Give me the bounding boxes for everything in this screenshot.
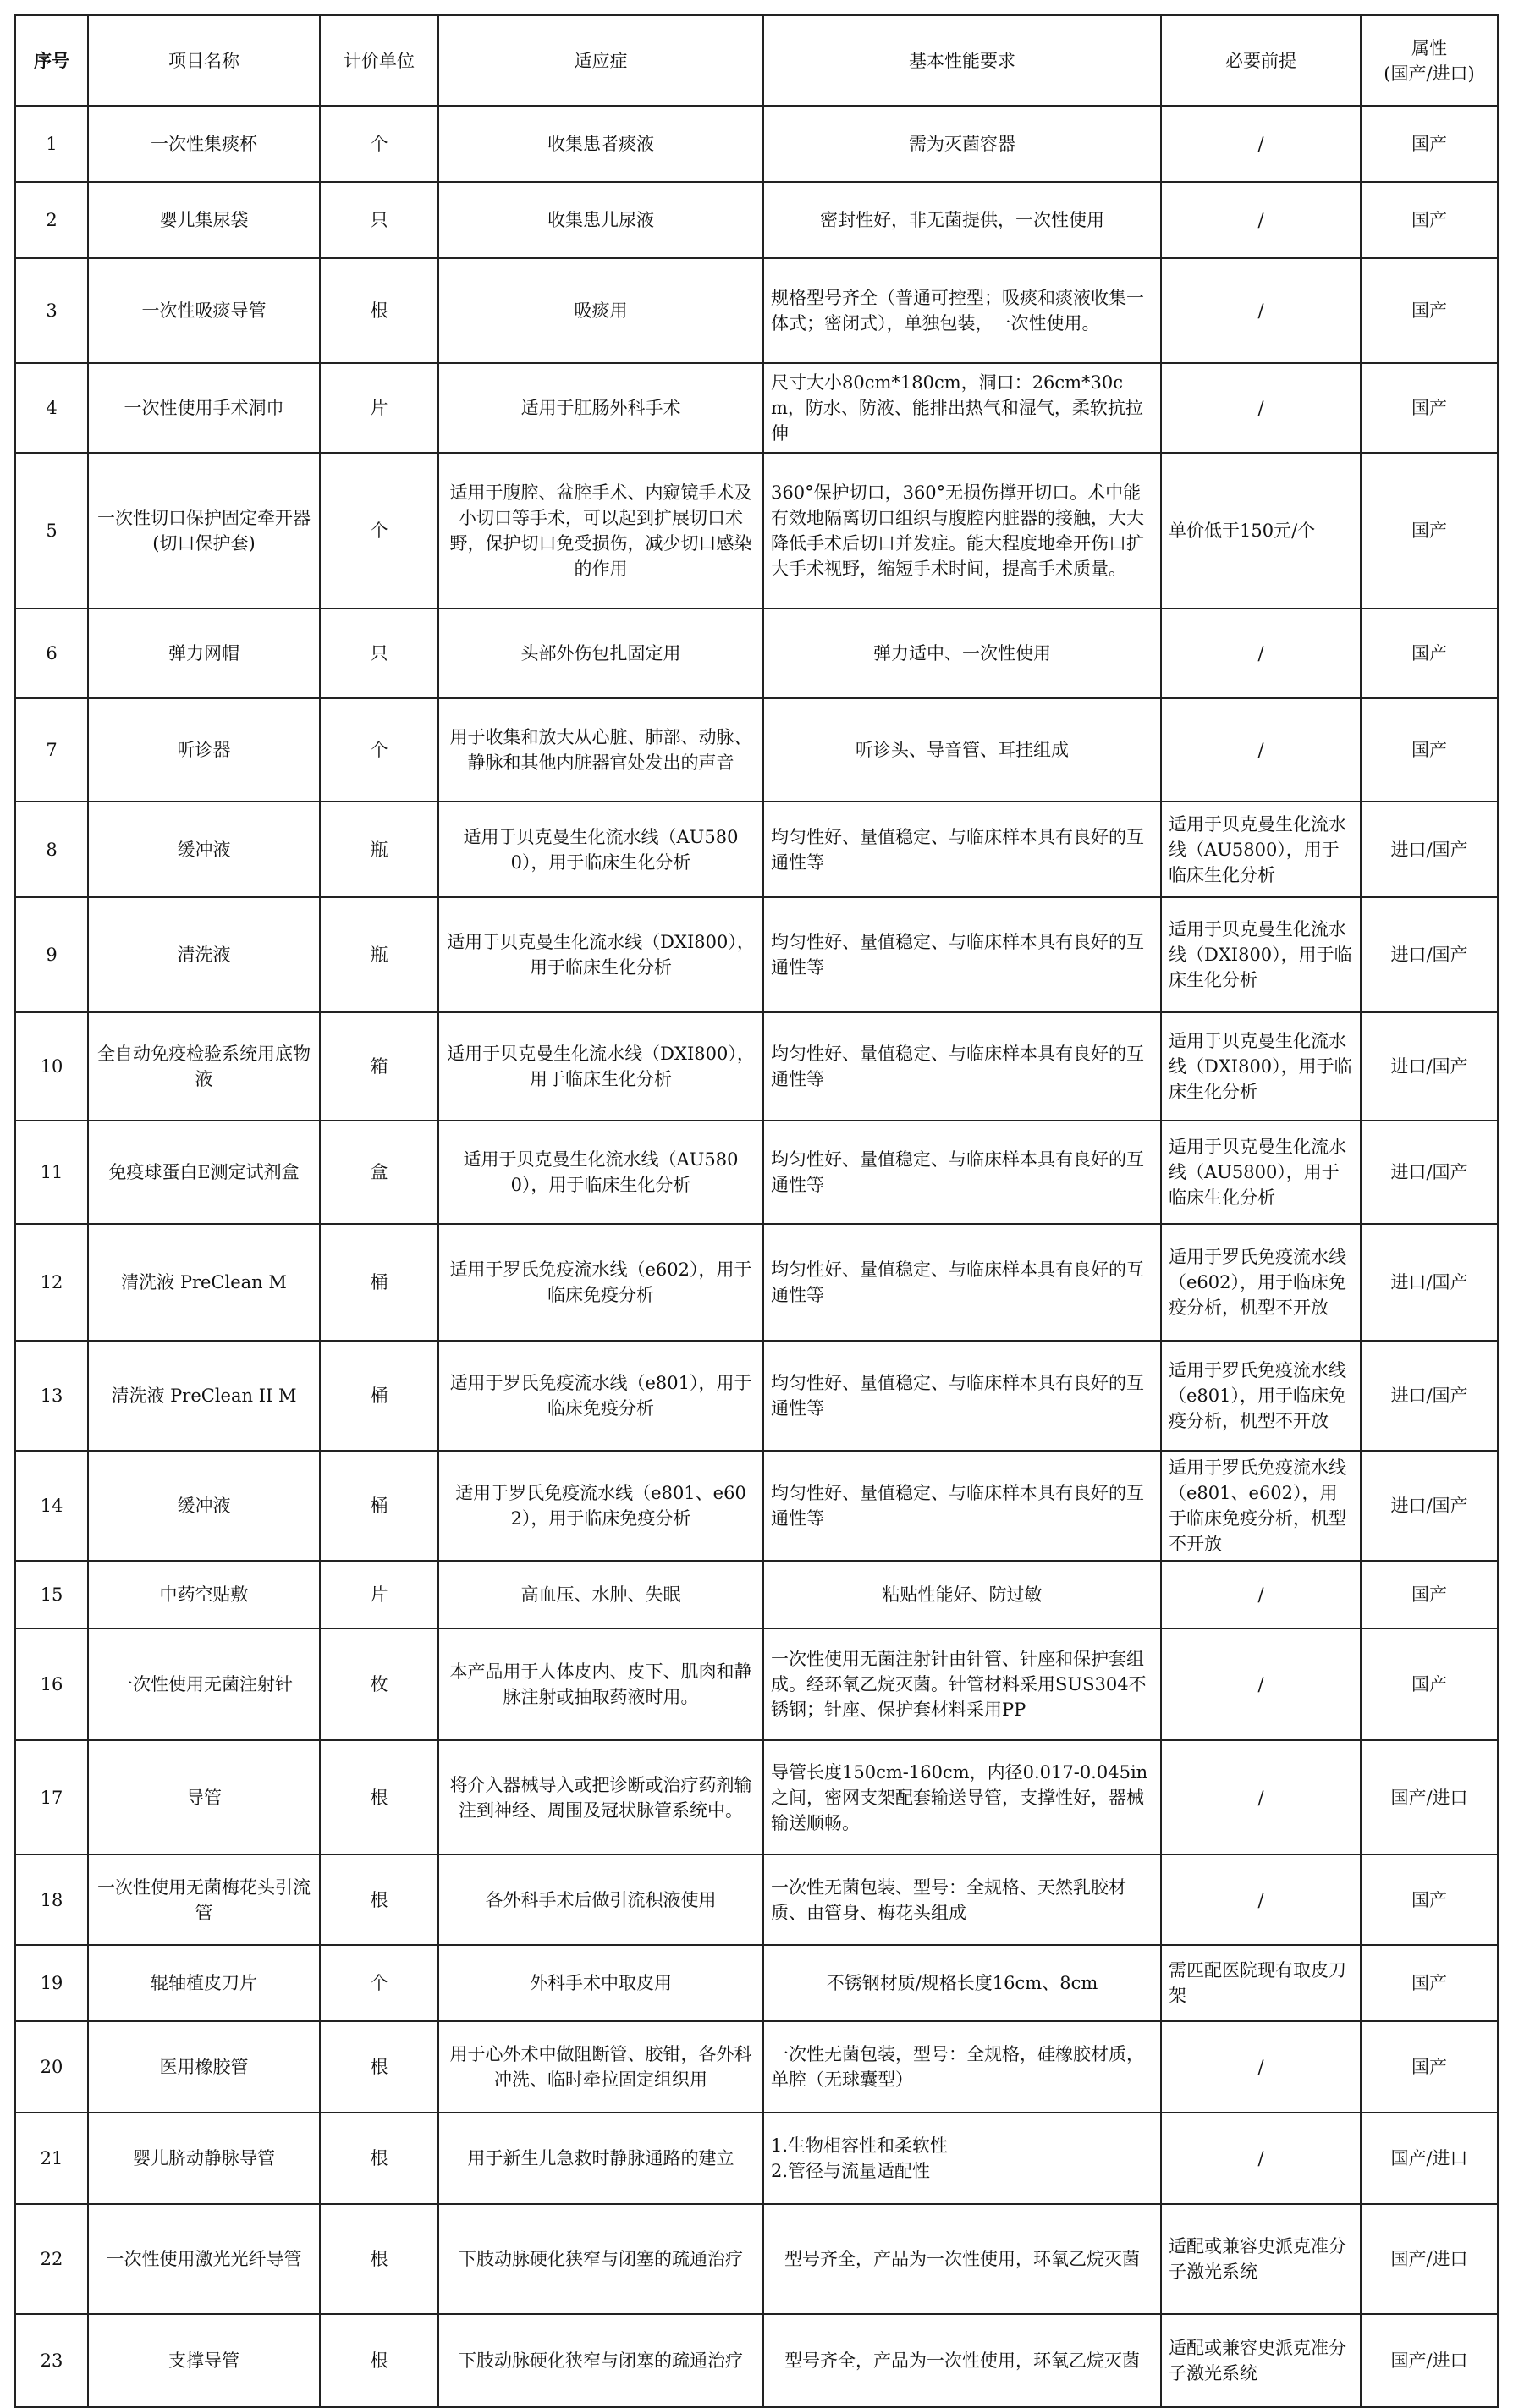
cell-indication: 适用于腹腔、盆腔手术、内窥镜手术及小切口等手术，可以起到扩展切口术野，保护切口免受损伤，减少切口感染的作用 [438,453,763,609]
cell-attribute: 国产 [1361,698,1498,802]
cell-attribute: 进口/国产 [1361,897,1498,1012]
cell-unit: 桶 [320,1451,438,1561]
cell-prerequisite: 适用于贝克曼生化流水线（DXI800），用于临床生化分析 [1161,1012,1361,1121]
cell-no: 9 [15,897,88,1012]
cell-prerequisite: / [1161,1561,1361,1628]
cell-attribute: 国产 [1361,106,1498,182]
cell-name: 一次性切口保护固定牵开器 (切口保护套) [88,453,320,609]
cell-name: 婴儿集尿袋 [88,182,320,258]
cell-no: 11 [15,1121,88,1224]
cell-name: 一次性使用无菌注射针 [88,1628,320,1740]
cell-no: 16 [15,1628,88,1740]
cell-performance: 规格型号齐全（普通可控型；吸痰和痰液收集一体式；密闭式），单独包装，一次性使用。 [763,258,1161,363]
cell-performance: 均匀性好、量值稳定、与临床样本具有良好的互通性等 [763,1341,1161,1451]
table-row [15,609,1498,698]
cell-indication: 适用于贝克曼生化流水线（DXI800），用于临床生化分析 [438,1012,763,1121]
cell-prerequisite: / [1161,1740,1361,1854]
table-header [15,15,1498,106]
header-indication: 适应症 [438,15,763,106]
cell-indication: 适用于贝克曼生化流水线（DXI800），用于临床生化分析 [438,897,763,1012]
cell-performance: 型号齐全，产品为一次性使用，环氧乙烷灭菌 [763,2314,1161,2407]
cell-indication: 下肢动脉硬化狭窄与闭塞的疏通治疗 [438,2204,763,2314]
cell-unit: 根 [320,1740,438,1854]
cell-performance: 一次性无菌包装，型号：全规格，硅橡胶材质，单腔（无球囊型） [763,2021,1161,2113]
cell-unit: 枚 [320,1628,438,1740]
cell-no: 19 [15,1945,88,2021]
cell-attribute: 国产 [1361,258,1498,363]
cell-name: 弹力网帽 [88,609,320,698]
cell-indication: 吸痰用 [438,258,763,363]
cell-attribute: 国产/进口 [1361,2113,1498,2204]
cell-name: 辊轴植皮刀片 [88,1945,320,2021]
table-row [15,2113,1498,2204]
cell-indication: 外科手术中取皮用 [438,1945,763,2021]
cell-performance: 均匀性好、量值稳定、与临床样本具有良好的互通性等 [763,1121,1161,1224]
cell-no: 20 [15,2021,88,2113]
cell-no: 23 [15,2314,88,2407]
cell-indication: 用于心外术中做阻断管、胶钳，各外科冲洗、临时牵拉固定组织用 [438,2021,763,2113]
table-row [15,258,1498,363]
cell-no: 15 [15,1561,88,1628]
cell-attribute: 进口/国产 [1361,1121,1498,1224]
cell-name: 免疫球蛋白E测定试剂盒 [88,1121,320,1224]
cell-unit: 根 [320,1854,438,1945]
cell-attribute: 国产 [1361,1854,1498,1945]
cell-no: 5 [15,453,88,609]
cell-name: 医用橡胶管 [88,2021,320,2113]
cell-indication: 适用于罗氏免疫流水线（e801、e602），用于临床免疫分析 [438,1451,763,1561]
cell-name: 一次性吸痰导管 [88,258,320,363]
cell-unit: 个 [320,453,438,609]
cell-name: 缓冲液 [88,1451,320,1561]
table-row [15,1012,1498,1121]
cell-unit: 个 [320,1945,438,2021]
cell-indication: 头部外伤包扎固定用 [438,609,763,698]
cell-unit: 桶 [320,1224,438,1341]
cell-unit: 只 [320,182,438,258]
cell-attribute: 国产/进口 [1361,2204,1498,2314]
cell-performance: 密封性好，非无菌提供，一次性使用 [763,182,1161,258]
cell-name: 中药空贴敷 [88,1561,320,1628]
cell-prerequisite: 适配或兼容史派克准分子激光系统 [1161,2204,1361,2314]
cell-no: 7 [15,698,88,802]
cell-no: 6 [15,609,88,698]
cell-attribute: 国产 [1361,1561,1498,1628]
cell-prerequisite: / [1161,182,1361,258]
cell-no: 21 [15,2113,88,2204]
cell-performance: 均匀性好、量值稳定、与临床样本具有良好的互通性等 [763,1012,1161,1121]
cell-no: 13 [15,1341,88,1451]
cell-indication: 收集患儿尿液 [438,182,763,258]
cell-name: 支撑导管 [88,2314,320,2407]
table-row [15,1740,1498,1854]
table-row [15,2204,1498,2314]
cell-unit: 个 [320,698,438,802]
cell-attribute: 国产 [1361,1628,1498,1740]
cell-performance: 尺寸大小80cm*180cm，洞口：26cm*30cm，防水、防液、能排出热气和湿气，柔软抗拉伸 [763,363,1161,453]
header-unit: 计价单位 [320,15,438,106]
cell-no: 8 [15,802,88,897]
cell-attribute: 进口/国产 [1361,1224,1498,1341]
cell-performance: 听诊头、导音管、耳挂组成 [763,698,1161,802]
table-row [15,363,1498,453]
cell-name: 导管 [88,1740,320,1854]
cell-indication: 适用于罗氏免疫流水线（e602），用于临床免疫分析 [438,1224,763,1341]
cell-indication: 适用于罗氏免疫流水线（e801），用于临床免疫分析 [438,1341,763,1451]
cell-unit: 根 [320,2204,438,2314]
cell-performance: 型号齐全，产品为一次性使用，环氧乙烷灭菌 [763,2204,1161,2314]
cell-performance: 不锈钢材质/规格长度16cm、8cm [763,1945,1161,2021]
cell-indication: 收集患者痰液 [438,106,763,182]
header-name: 项目名称 [88,15,320,106]
cell-prerequisite: / [1161,609,1361,698]
table-row [15,1121,1498,1224]
cell-prerequisite: 适用于贝克曼生化流水线（AU5800），用于临床生化分析 [1161,802,1361,897]
cell-prerequisite: 适用于贝克曼生化流水线（AU5800），用于临床生化分析 [1161,1121,1361,1224]
cell-indication: 本产品用于人体皮内、皮下、肌肉和静脉注射或抽取药液时用。 [438,1628,763,1740]
cell-name: 听诊器 [88,698,320,802]
table-row [15,1628,1498,1740]
cell-performance: 360°保护切口，360°无损伤撑开切口。术中能有效地隔离切口组织与腹腔内脏器的接触，大大降低手术后切口并发症。能大程度地牵开伤口扩大手术视野，缩短手术时间，提高手术质量。 [763,453,1161,609]
cell-no: 12 [15,1224,88,1341]
cell-indication: 用于新生儿急救时静脉通路的建立 [438,2113,763,2204]
cell-unit: 根 [320,2113,438,2204]
header-prerequisite: 必要前提 [1161,15,1361,106]
table-row [15,1341,1498,1451]
table-row [15,1561,1498,1628]
cell-prerequisite: / [1161,2021,1361,2113]
cell-prerequisite: / [1161,363,1361,453]
cell-no: 3 [15,258,88,363]
cell-prerequisite: 适配或兼容史派克准分子激光系统 [1161,2314,1361,2407]
cell-name: 一次性使用手术洞巾 [88,363,320,453]
cell-prerequisite: / [1161,698,1361,802]
cell-attribute: 国产/进口 [1361,1740,1498,1854]
table-row [15,897,1498,1012]
cell-unit: 瓶 [320,897,438,1012]
cell-no: 4 [15,363,88,453]
cell-attribute: 国产 [1361,2021,1498,2113]
cell-attribute: 进口/国产 [1361,1012,1498,1121]
cell-performance: 导管长度150cm-160cm，内径0.017-0.045in之间，密网支架配套输送导管，支撑性好，器械输送顺畅。 [763,1740,1161,1854]
cell-indication: 下肢动脉硬化狭窄与闭塞的疏通治疗 [438,2314,763,2407]
cell-performance: 粘贴性能好、防过敏 [763,1561,1161,1628]
cell-name: 清洗液 PreClean M [88,1224,320,1341]
cell-prerequisite: 适用于罗氏免疫流水线（e801），用于临床免疫分析，机型不开放 [1161,1341,1361,1451]
procurement-table [14,14,1499,2408]
table-row [15,2021,1498,2113]
cell-attribute: 国产 [1361,1945,1498,2021]
cell-performance: 均匀性好、量值稳定、与临床样本具有良好的互通性等 [763,897,1161,1012]
cell-attribute: 进口/国产 [1361,802,1498,897]
cell-performance: 均匀性好、量值稳定、与临床样本具有良好的互通性等 [763,1224,1161,1341]
cell-attribute: 国产/进口 [1361,2314,1498,2407]
cell-prerequisite: 适用于罗氏免疫流水线（e801、e602），用于临床免疫分析，机型不开放 [1161,1451,1361,1561]
cell-indication: 各外科手术后做引流积液使用 [438,1854,763,1945]
header-row [15,15,1498,106]
cell-prerequisite: / [1161,258,1361,363]
cell-name: 清洗液 [88,897,320,1012]
cell-prerequisite: / [1161,1628,1361,1740]
table-row [15,802,1498,897]
cell-performance: 一次性使用无菌注射针由针管、针座和保护套组成。经环氧乙烷灭菌。针管材料采用SUS304不锈钢；针座、保护套材料采用PP [763,1628,1161,1740]
cell-attribute: 国产 [1361,609,1498,698]
cell-attribute: 国产 [1361,182,1498,258]
cell-name: 一次性集痰杯 [88,106,320,182]
cell-unit: 根 [320,258,438,363]
cell-unit: 片 [320,1561,438,1628]
cell-prerequisite: 单价低于150元/个 [1161,453,1361,609]
cell-indication: 适用于贝克曼生化流水线（AU5800），用于临床生化分析 [438,1121,763,1224]
cell-name: 缓冲液 [88,802,320,897]
cell-no: 2 [15,182,88,258]
cell-attribute: 国产 [1361,453,1498,609]
cell-unit: 瓶 [320,802,438,897]
cell-performance: 需为灭菌容器 [763,106,1161,182]
table-row [15,2314,1498,2407]
table-row [15,182,1498,258]
cell-unit: 根 [320,2314,438,2407]
cell-performance: 均匀性好、量值稳定、与临床样本具有良好的互通性等 [763,802,1161,897]
cell-unit: 根 [320,2021,438,2113]
table-row [15,1945,1498,2021]
cell-no: 18 [15,1854,88,1945]
cell-no: 22 [15,2204,88,2314]
cell-name: 清洗液 PreClean II M [88,1341,320,1451]
cell-indication: 将介入器械导入或把诊断或治疗药剂输注到神经、周围及冠状脉管系统中。 [438,1740,763,1854]
table-row [15,1224,1498,1341]
cell-performance: 弹力适中、一次性使用 [763,609,1161,698]
table-row [15,106,1498,182]
table-row [15,1854,1498,1945]
cell-prerequisite: 适用于罗氏免疫流水线（e602），用于临床免疫分析，机型不开放 [1161,1224,1361,1341]
cell-unit: 片 [320,363,438,453]
cell-prerequisite: / [1161,2113,1361,2204]
cell-prerequisite: / [1161,1854,1361,1945]
cell-unit: 桶 [320,1341,438,1451]
cell-name: 一次性使用无菌梅花头引流管 [88,1854,320,1945]
cell-attribute: 进口/国产 [1361,1451,1498,1561]
cell-indication: 适用于肛肠外科手术 [438,363,763,453]
cell-unit: 个 [320,106,438,182]
cell-no: 10 [15,1012,88,1121]
cell-name: 一次性使用激光光纤导管 [88,2204,320,2314]
table-row [15,1451,1498,1561]
table-body [15,106,1498,2407]
cell-indication: 用于收集和放大从心脏、肺部、动脉、静脉和其他内脏器官处发出的声音 [438,698,763,802]
cell-no: 17 [15,1740,88,1854]
cell-prerequisite: 适用于贝克曼生化流水线（DXI800），用于临床生化分析 [1161,897,1361,1012]
header-no: 序号 [15,15,88,106]
cell-name: 全自动免疫检验系统用底物液 [88,1012,320,1121]
cell-performance: 均匀性好、量值稳定、与临床样本具有良好的互通性等 [763,1451,1161,1561]
cell-prerequisite: 需匹配医院现有取皮刀架 [1161,1945,1361,2021]
cell-no: 14 [15,1451,88,1561]
header-attribute: 属性 (国产/进口) [1361,15,1498,106]
table-row [15,698,1498,802]
cell-attribute: 国产 [1361,363,1498,453]
cell-unit: 箱 [320,1012,438,1121]
cell-no: 1 [15,106,88,182]
table-row [15,453,1498,609]
cell-performance: 一次性无菌包装、型号：全规格、天然乳胶材质、由管身、梅花头组成 [763,1854,1161,1945]
cell-indication: 高血压、水肿、失眠 [438,1561,763,1628]
cell-attribute: 进口/国产 [1361,1341,1498,1451]
cell-performance: 1.生物相容性和柔软性 2.管径与流量适配性 [763,2113,1161,2204]
cell-unit: 盒 [320,1121,438,1224]
header-performance: 基本性能要求 [763,15,1161,106]
cell-name: 婴儿脐动静脉导管 [88,2113,320,2204]
cell-indication: 适用于贝克曼生化流水线（AU5800），用于临床生化分析 [438,802,763,897]
cell-unit: 只 [320,609,438,698]
cell-prerequisite: / [1161,106,1361,182]
